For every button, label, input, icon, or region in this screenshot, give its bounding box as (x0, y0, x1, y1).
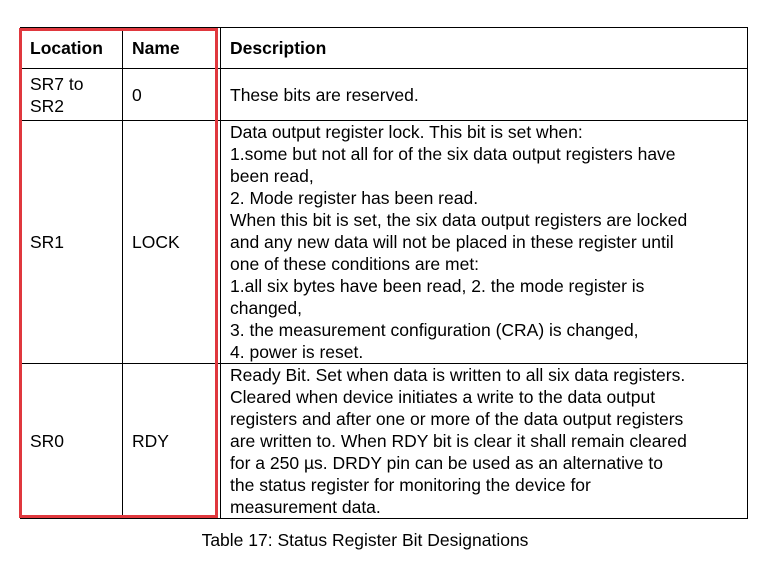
cell-location: SR1 (21, 121, 123, 364)
header-description: Description (221, 28, 748, 69)
cell-location: SR0 (21, 364, 123, 519)
description-line: one of these conditions are met: (230, 254, 480, 274)
description-line: 2. Mode register has been read. (230, 188, 479, 208)
status-register-table-container (20, 27, 747, 519)
description-line: for a 250 µs. DRDY pin can be used as an alternative to (230, 453, 663, 473)
description-line: Data output register lock. This bit is set when: (230, 122, 583, 142)
description-line: and any new data will not be placed in these register until (230, 232, 674, 252)
description-line: 1.all six bytes have been read, 2. the mode register is (230, 276, 645, 296)
cell-description (221, 69, 748, 121)
description-line: changed, (230, 298, 303, 318)
description-line: been read, (230, 166, 314, 186)
description-line: When this bit is set, the six data output registers are locked (230, 210, 688, 230)
description-line: 4. power is reset. (230, 342, 364, 362)
description-line: are written to. When RDY bit is clear it shall remain cleared (230, 431, 687, 451)
table-row-reserved (21, 69, 748, 121)
cell-name: LOCK (123, 121, 221, 364)
status-register-table (20, 27, 748, 519)
table-row-rdy (21, 364, 748, 519)
description-line: the status register for monitoring the device for (230, 475, 591, 495)
description-line: 3. the measurement configuration (CRA) is changed, (230, 320, 639, 340)
description-line: Ready Bit. Set when data is written to all six data registers. (230, 365, 686, 385)
table-header-row (21, 28, 748, 69)
cell-location (21, 69, 123, 121)
header-name: Name (123, 28, 221, 69)
location-line: SR7 to (30, 73, 84, 94)
cell-description (221, 121, 748, 364)
cell-name: RDY (123, 364, 221, 519)
description-line: Cleared when device initiates a write to the data output (230, 387, 656, 407)
description-line: 1.some but not all for of the six data output registers have (230, 144, 676, 164)
table-caption: Table 17: Status Register Bit Designations (201, 530, 529, 550)
header-location: Location (21, 28, 123, 69)
cell-description (221, 364, 748, 519)
description-line: registers and after one or more of the data output registers (230, 409, 684, 429)
location-line: SR2 (30, 95, 65, 116)
description-line: These bits are reserved. (230, 84, 419, 105)
cell-name: 0 (123, 69, 221, 121)
table-row-lock (21, 121, 748, 364)
description-line: measurement data. (230, 497, 381, 517)
